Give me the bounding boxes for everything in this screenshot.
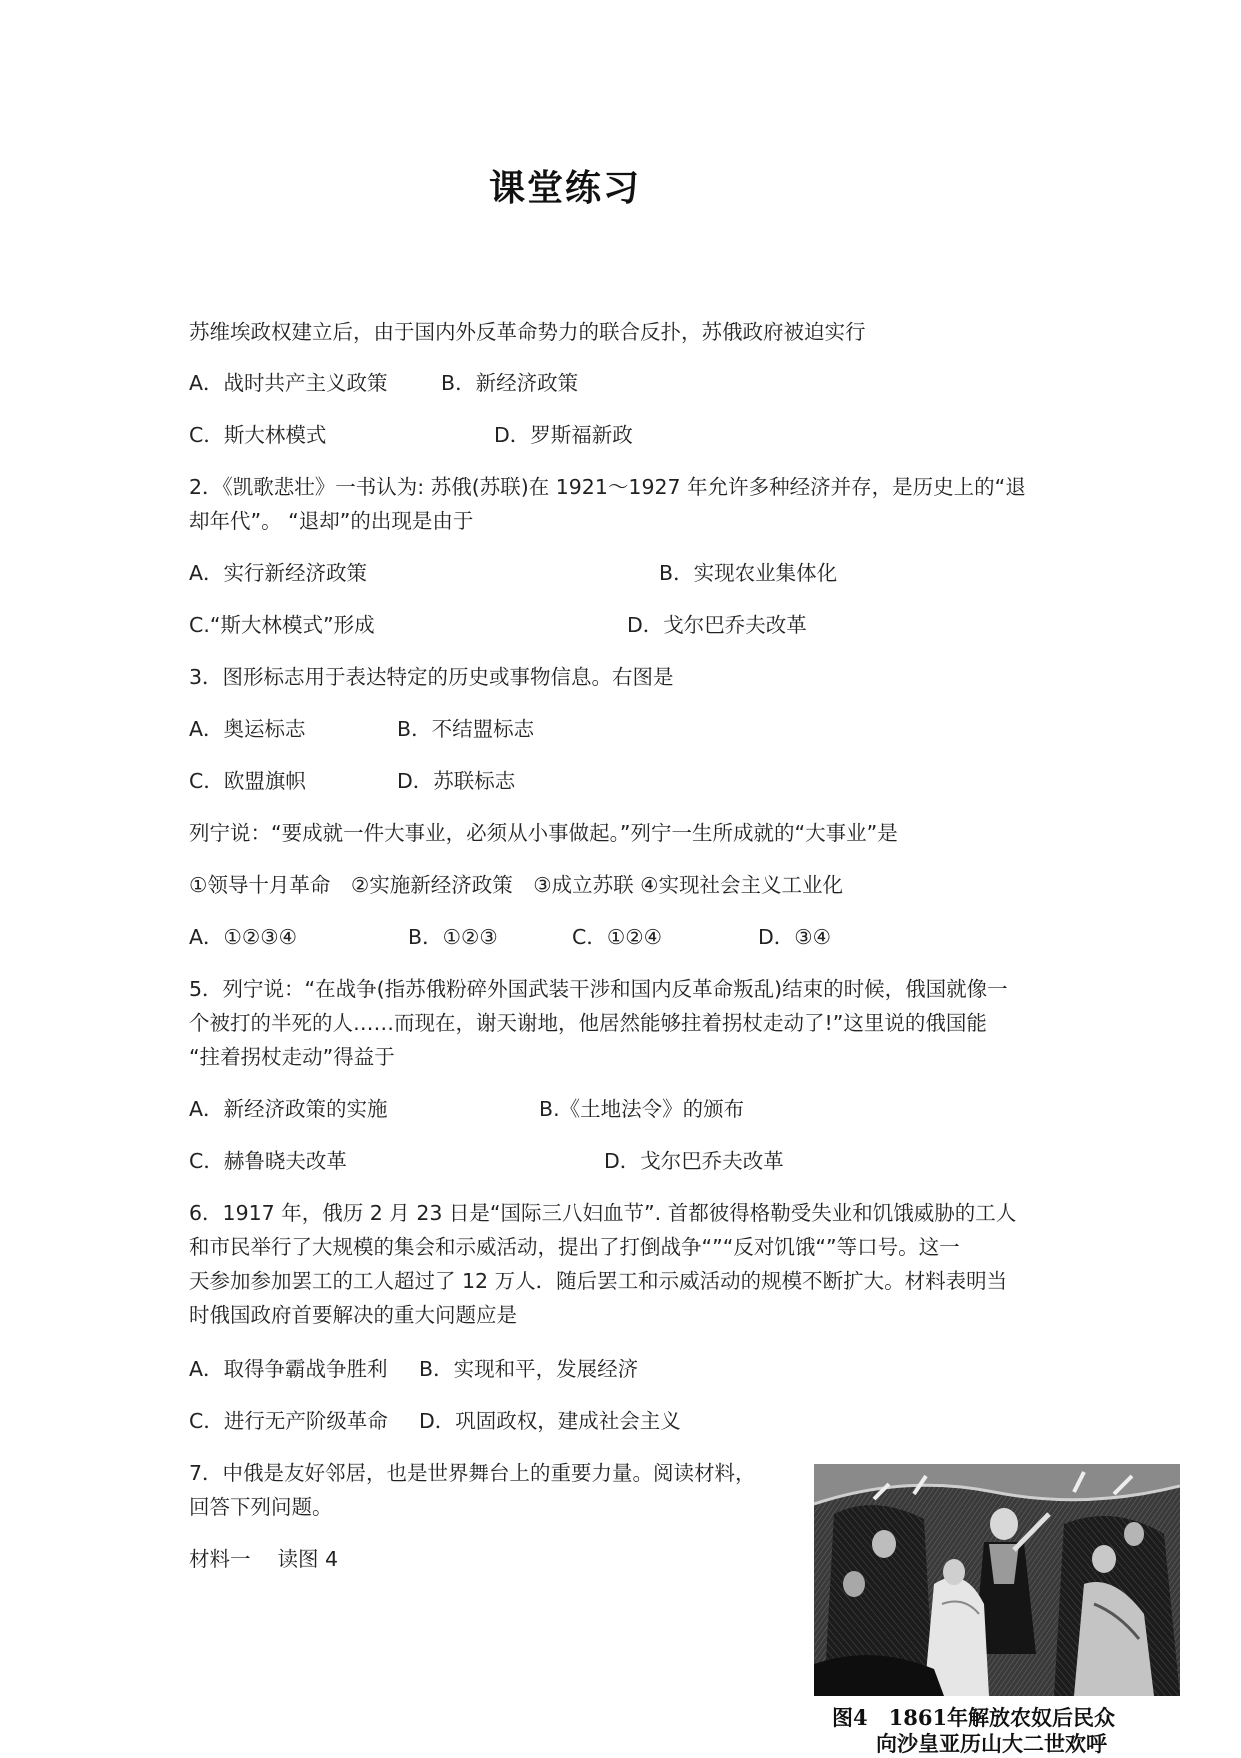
- question-6-option-b: B．实现和平，发展经济: [419, 1357, 639, 1381]
- question-4-option-d: D．③④: [758, 925, 832, 949]
- question-3-stem: 3．图形标志用于表达特定的历史或事物信息。右图是: [189, 665, 674, 689]
- question-2-option-d: D．戈尔巴乔夫改革: [627, 613, 807, 637]
- question-5-option-c: C．赫鲁晓夫改革: [189, 1149, 347, 1173]
- question-3-option-d: D．苏联标志: [397, 769, 516, 793]
- question-2-stem-line-1: 2．《凯歌悲壮》一书认为: 苏俄(苏联)在 1921～1927 年允许多种经济并存，是历史上的“退: [189, 475, 1026, 499]
- question-6-stem-line-4: 时俄国政府首要解决的重大问题应是: [189, 1303, 517, 1327]
- question-6-option-a: A．取得争霸战争胜利: [189, 1357, 388, 1381]
- question-1-option-a: A．战时共产主义政策: [189, 371, 388, 395]
- question-7-material-label: 材料一 读图 4: [189, 1547, 339, 1571]
- question-1-option-d: D．罗斯福新政: [494, 423, 633, 447]
- question-5-stem-line-1: 5．列宁说：“在战争(指苏俄粉碎外国武装干涉和国内反革命叛乱)结束的时候，俄国就像一: [189, 977, 1008, 1001]
- question-2-option-c: C.“斯大林模式”形成: [189, 613, 375, 637]
- question-4-option-b: B．①②③: [408, 925, 498, 949]
- question-6-stem-line-2: 和市民举行了大规模的集会和示威活动，提出了打倒战争“”“反对饥饿“”等口号。这一: [189, 1235, 960, 1259]
- page-title: 课堂练习: [488, 167, 641, 209]
- question-1-option-c: C．斯大林模式: [189, 423, 327, 447]
- question-5-option-b: B.《土地法令》的颁布: [539, 1097, 745, 1121]
- question-2-option-b: B．实现农业集体化: [659, 561, 838, 585]
- question-5-option-a: A．新经济政策的实施: [189, 1097, 388, 1121]
- question-3-option-a: A．奥运标志: [189, 717, 306, 741]
- question-4-option-c: C．①②④: [572, 925, 662, 949]
- question-4-items: ①领导十月革命 ②实施新经济政策 ③成立苏联 ④实现社会主义工业化: [189, 873, 844, 897]
- question-1-option-b: B．新经济政策: [441, 371, 579, 395]
- historical-engraving-image: [814, 1464, 1180, 1696]
- question-3-option-c: C．欧盟旗帜: [189, 769, 306, 793]
- question-4-stem: 列宁说：“要成就一件大事业，必须从小事做起。”列宁一生所成就的“大事业”是: [189, 821, 898, 845]
- question-5-stem-line-2: 个被打的半死的人……而现在，谢天谢地，他居然能够拄着拐杖走动了!”这里说的俄国能: [189, 1011, 987, 1035]
- question-4-option-a: A．①②③④: [189, 925, 298, 949]
- figure-caption-line-1: 图4 1861年解放农奴后民众: [832, 1705, 1116, 1730]
- question-7-stem-line-2: 回答下列问题。: [189, 1495, 333, 1519]
- question-2-stem-line-2: 却年代”。 “退却”的出现是由于: [189, 509, 474, 533]
- question-2-option-a: A．实行新经济政策: [189, 561, 368, 585]
- question-6-stem-line-3: 天参加参加罢工的工人超过了 12 万人．随后罢工和示威活动的规模不断扩大。材料表明当: [189, 1269, 1008, 1293]
- question-6-option-d: D．巩固政权，建成社会主义: [419, 1409, 681, 1433]
- question-5-stem-line-3: “拄着拐杖走动”得益于: [189, 1045, 395, 1069]
- figure-caption-line-2: 向沙皇亚历山大二世欢呼: [876, 1731, 1107, 1756]
- question-6-option-c: C．进行无产阶级革命: [189, 1409, 388, 1433]
- question-7-stem-line-1: 7．中俄是友好邻居，也是世界舞台上的重要力量。阅读材料，: [189, 1461, 756, 1485]
- question-5-option-d: D．戈尔巴乔夫改革: [604, 1149, 784, 1173]
- question-3-option-b: B．不结盟标志: [397, 717, 535, 741]
- question-6-stem-line-1: 6．1917 年，俄历 2 月 23 日是“国际三八妇血节”. 首都彼得格勒受失业和饥饿威胁的工人: [189, 1201, 1017, 1225]
- question-1-stem: 苏维埃政权建立后，由于国内外反革命势力的联合反扑，苏俄政府被迫实行: [189, 320, 866, 344]
